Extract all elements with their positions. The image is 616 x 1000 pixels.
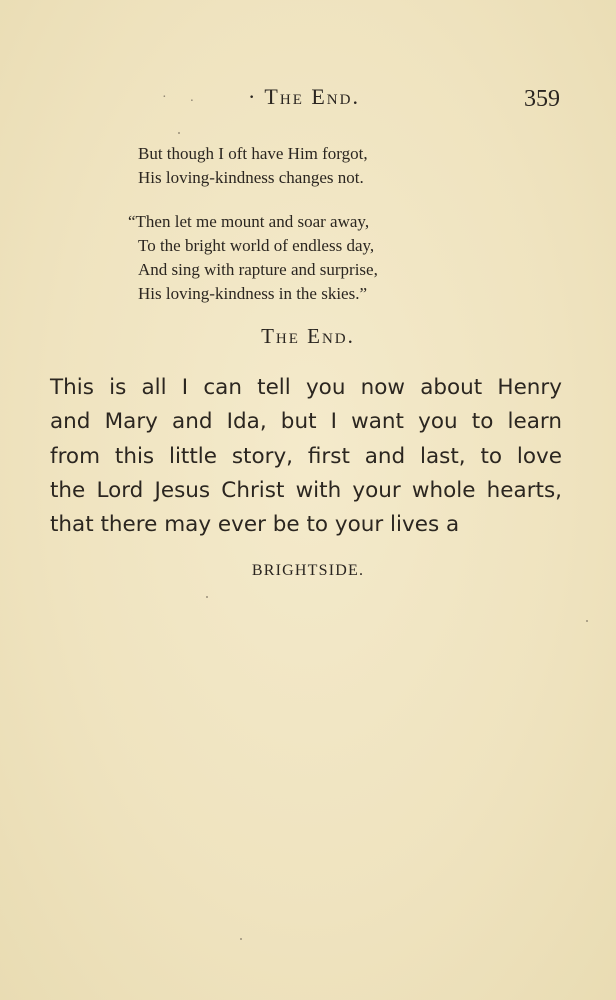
poem-stanza-2 [128, 210, 378, 306]
paragraph-line: that there may ever be to your lives a [50, 512, 460, 538]
paper-speck [240, 938, 242, 940]
poem-line: To the bright world of endless day, [138, 236, 375, 255]
page-number: 359 [524, 86, 560, 112]
paragraph-line: This is all I can tell you now about Henry [50, 375, 562, 400]
running-head-dots: · . [162, 90, 204, 105]
end-heading: The End. [261, 324, 355, 348]
closing-paragraph [50, 371, 562, 542]
poem-line: But though I oft have Him forgot, [138, 144, 368, 163]
poem-line: “Then let me mount and soar away, [128, 212, 370, 231]
paper-speck [586, 620, 588, 622]
paragraph-line: from this little story, first and last, to love [50, 443, 562, 469]
poem-stanza-1 [138, 142, 368, 190]
paper-speck [178, 132, 180, 134]
paragraph-line: the Lord Jesus Christ with your whole hearts, [50, 477, 562, 503]
running-head [0, 84, 616, 112]
running-head-title: · The End. [248, 84, 360, 109]
author-signature: BRIGHTSIDE. [251, 562, 365, 579]
paper-speck [206, 596, 208, 598]
poem-line: And sing with rapture and surprise, [138, 260, 378, 279]
paragraph-line: and Mary and Ida, but I want you to learn [50, 409, 562, 435]
poem-line: His loving-kindness in the skies.” [138, 284, 368, 303]
poem-line: His loving-kindness changes not. [138, 168, 364, 187]
